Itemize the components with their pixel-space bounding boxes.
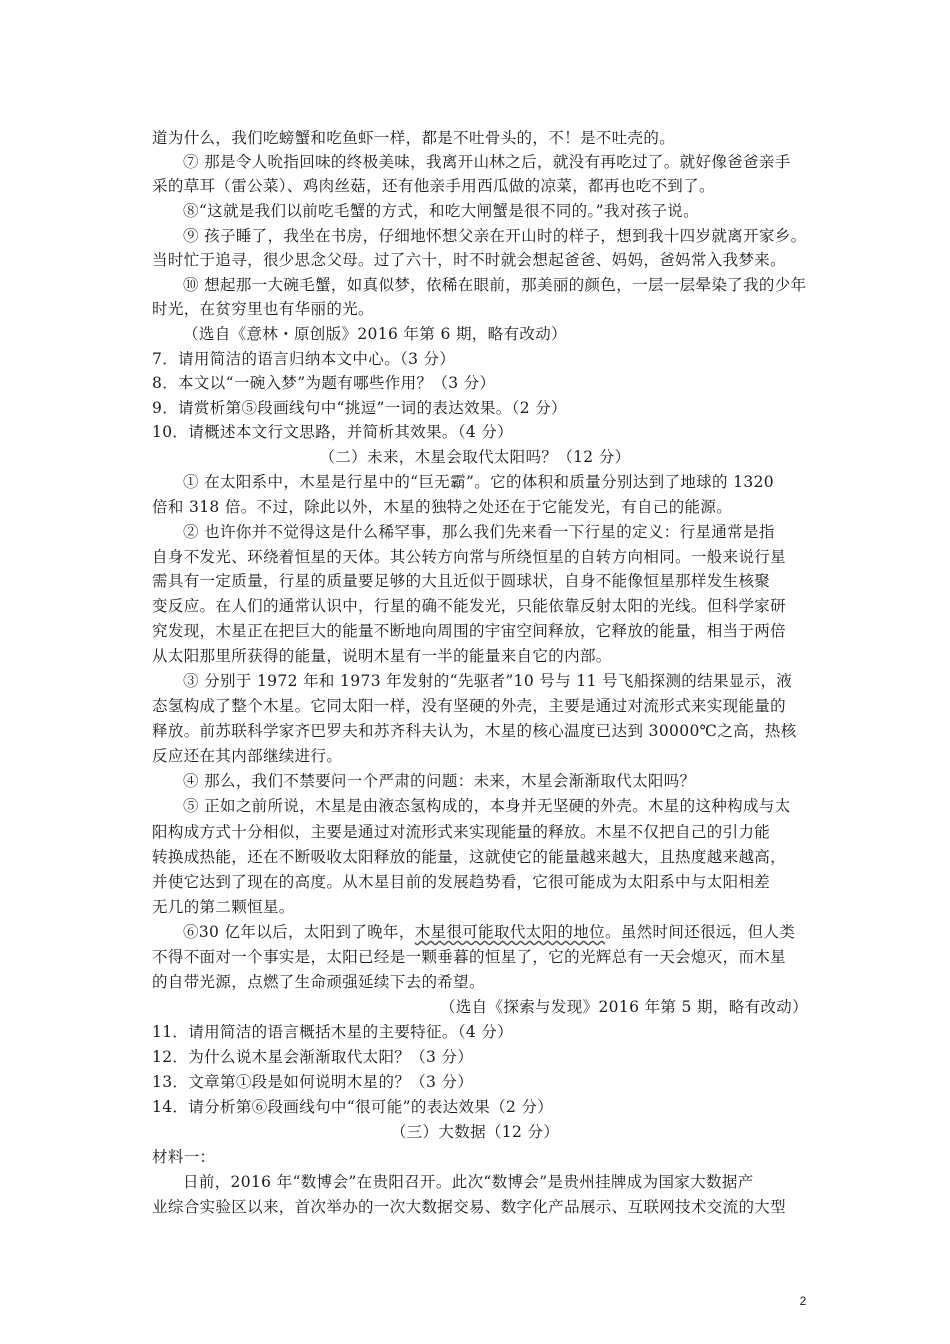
- question-14: 14．请分析第⑥段画线句中“很可能”的表达效果（2 分）: [152, 1098, 554, 1116]
- paragraph-9: ⑨ 孩子睡了，我坐在书房，仔细地怀想父亲在开山时的样子，想到我十四岁就离开家乡。: [183, 227, 807, 245]
- paragraph-6: [183, 920, 795, 944]
- paragraph-4: ④ 那么，我们不禁要问一个严肃的问题：未来，木星会渐渐取代太阳吗？: [183, 772, 696, 790]
- text-line: 并使它达到了现在的高度。从木星目前的发展趋势看，它很可能成为太阳系中与太阳相差: [152, 873, 771, 891]
- question-11: 11．请用简洁的语言概括木星的主要特征。（4 分）: [152, 1023, 514, 1041]
- paragraph-10: ⑩ 想起那一大碗毛蟹，如真似梦，依稀在眼前，那美丽的颜色，一层一层晕染了我的少年: [183, 276, 807, 294]
- text-line: 自身不发光、环绕着恒星的天体。其公转方向常与所绕恒星的自转方向相同。一般来说行星: [152, 548, 787, 566]
- text-line: 释放。前苏联科学家齐巴罗夫和苏齐科夫认为，木星的核心温度已达到 30000℃之高，热核: [152, 722, 797, 740]
- question-8: 8．本文以“一碗入梦”为题有哪些作用？（3 分）: [152, 374, 496, 392]
- paragraph-2: ② 也许你并不觉得这是什么稀罕事，那么我们先来看一下行星的定义：行星通常是指: [183, 523, 775, 541]
- material-label: 材料一：: [152, 1148, 216, 1166]
- text-line: 无几的第二颗恒星。: [152, 898, 295, 916]
- underlined-sentence: 木星很可能取代太阳的地位: [414, 923, 605, 941]
- source-citation: （选自《探索与发现》2016 年第 5 期，略有改动）: [439, 998, 808, 1016]
- text-line: 业综合实验区以来，首次举办的一次大数据交易、数字化产品展示、互联网技术交流的大型: [152, 1198, 787, 1216]
- text-line: 态氢构成了整个木星。它同太阳一样，没有坚硬的外壳，主要是通过对流形式来实现能量的: [152, 697, 787, 715]
- text-line: 阳构成方式十分相似，主要是通过对流形式来实现能量的释放。木星不仅把自己的引力能: [152, 823, 771, 841]
- text-line: 转换成热能，还在不断吸收太阳释放的能量，这就使它的能量越来越大，且热度越来越高，: [152, 848, 787, 866]
- text-span: ⑥30 亿年以后，太阳到了晚年，: [183, 923, 415, 941]
- text-span: 。虽然时间还很远，但人类: [604, 923, 796, 941]
- question-10: 10．请概述本文行文思路，并简析其效果。（4 分）: [152, 423, 514, 441]
- text-line: 变反应。在人们的通常认识中，行星的确不能发光，只能依靠反射太阳的光线。但科学家研: [152, 597, 787, 615]
- question-13: 13．文章第①段是如何说明木星的？（3 分）: [152, 1073, 474, 1091]
- paragraph-3: ③ 分别于 1972 年和 1973 年发射的“先驱者”10 号与 11 号飞船探测的结果显示，液: [183, 672, 793, 690]
- text-line: 不得不面对一个事实是，太阳已经是一颗垂暮的恒星了，它的光辉总有一天会熄灭，而木星: [152, 948, 787, 966]
- question-9: 9．请赏析第⑤段画线句中“挑逗”一词的表达效果。（2 分）: [152, 399, 567, 417]
- text-line: 道为什么，我们吃螃蟹和吃鱼虾一样，都是不吐骨头的，不！是不吐壳的。: [152, 129, 676, 147]
- text-line: 倍和 318 倍。不过，除此以外，木星的独特之处还在于它能发光，有自己的能源。: [152, 498, 733, 516]
- page-number: 2: [799, 1294, 807, 1308]
- paragraph-8: ⑧“这就是我们以前吃毛蟹的方式，和吃大闸蟹是很不同的。”我对孩子说。: [183, 202, 700, 220]
- text-line: 的自带光源，点燃了生命顽强延续下去的希望。: [152, 973, 485, 991]
- paragraph-7: ⑦ 那是令人吮指回味的终极美味，我离开山林之后，就没有再吃过了。就好像爸爸亲手: [183, 153, 791, 171]
- text-line: 需具有一定质量，行星的质量要足够的大且近似于圆球状，自身不能像恒星那样发生核聚: [152, 572, 771, 590]
- text-line: 时光，在贫穷里也有华丽的光。: [152, 300, 374, 318]
- paragraph-1: ① 在太阳系中，木星是行星中的“巨无霸”。它的体积和质量分别达到了地球的 1320: [183, 473, 775, 491]
- section-heading-3: （三）大数据（12 分）: [390, 1123, 560, 1141]
- text-line: 从太阳那里所获得的能量，说明木星有一半的能量来自它的内部。: [152, 647, 612, 665]
- text-line: 究发现，木星正在把巨大的能量不断地向周围的宇宙空间释放，它释放的能量，相当于两倍: [152, 622, 787, 640]
- material-paragraph: 日前，2016 年“数博会”在贵阳召开。此次“数博会”是贵州挂牌成为国家大数据产: [183, 1173, 754, 1191]
- question-7: 7．请用简洁的语言归纳本文中心。（3 分）: [152, 350, 456, 368]
- text-line: 反应还在其内部继续进行。: [152, 747, 343, 765]
- source-citation: （选自《意林・原创版》2016 年第 6 期，略有改动）: [183, 325, 567, 343]
- paragraph-5: ⑤ 正如之前所说，木星是由液态氢构成的，本身并无坚硬的外壳。木星的这种构成与太: [183, 797, 791, 815]
- question-12: 12．为什么说木星会渐渐取代太阳？（3 分）: [152, 1048, 474, 1066]
- section-heading-2: （二）未来，木星会取代太阳吗？（12 分）: [319, 448, 631, 466]
- text-line: 当时忙于追寻，很少思念父母。过了六十，时不时就会想起爸爸、妈妈，爸妈常入我梦来。: [152, 251, 787, 269]
- text-line: 采的草耳（雷公菜）、鸡肉丝菇，还有他亲手用西瓜做的凉菜，都再也吃不到了。: [152, 177, 715, 195]
